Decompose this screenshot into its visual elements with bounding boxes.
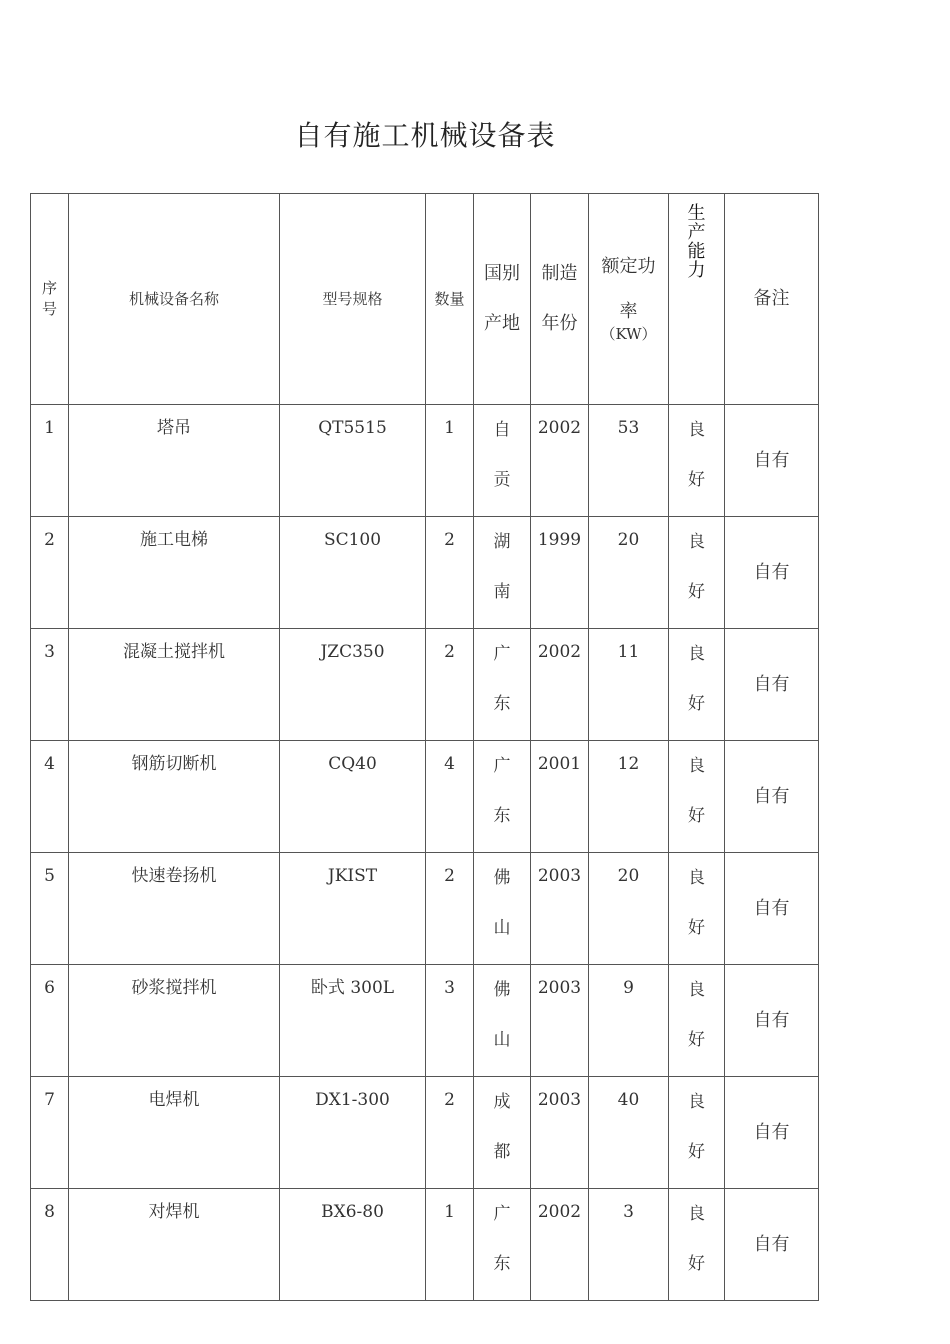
table-header-row	[31, 194, 819, 405]
table-row	[31, 405, 819, 517]
cell-seq: 6	[31, 965, 69, 1077]
cell-model: CQ40	[280, 741, 426, 853]
cell-name: 钢筋切断机	[69, 741, 280, 853]
cell-seq: 5	[31, 853, 69, 965]
cell-origin: 湖南	[474, 517, 531, 629]
cell-note: 自有	[725, 1189, 819, 1301]
cell-power: 11	[589, 629, 669, 741]
cell-seq: 7	[31, 1077, 69, 1189]
cell-seq: 1	[31, 405, 69, 517]
header-year: 制造年份	[531, 194, 589, 405]
cell-seq: 3	[31, 629, 69, 741]
header-capacity: 生产能力	[669, 194, 725, 405]
cell-power: 3	[589, 1189, 669, 1301]
cell-note: 自有	[725, 405, 819, 517]
cell-model: QT5515	[280, 405, 426, 517]
cell-origin: 广东	[474, 629, 531, 741]
header-model: 型号规格	[280, 194, 426, 405]
cell-capacity: 良好	[669, 741, 725, 853]
cell-capacity: 良好	[669, 1189, 725, 1301]
cell-name: 混凝土搅拌机	[69, 629, 280, 741]
cell-capacity: 良好	[669, 965, 725, 1077]
header-name: 机械设备名称	[69, 194, 280, 405]
cell-note: 自有	[725, 965, 819, 1077]
cell-power: 12	[589, 741, 669, 853]
cell-origin: 自贡	[474, 405, 531, 517]
cell-model: DX1-300	[280, 1077, 426, 1189]
cell-name: 塔吊	[69, 405, 280, 517]
cell-qty: 2	[426, 853, 474, 965]
cell-year: 2002	[531, 1189, 589, 1301]
cell-power: 20	[589, 853, 669, 965]
table-row	[31, 517, 819, 629]
cell-model: SC100	[280, 517, 426, 629]
cell-note: 自有	[725, 1077, 819, 1189]
table-row	[31, 629, 819, 741]
table-row	[31, 1077, 819, 1189]
cell-model: JZC350	[280, 629, 426, 741]
cell-year: 2003	[531, 965, 589, 1077]
cell-seq: 4	[31, 741, 69, 853]
cell-qty: 2	[426, 629, 474, 741]
header-seq: 序号	[31, 194, 69, 405]
cell-capacity: 良好	[669, 405, 725, 517]
cell-year: 2002	[531, 629, 589, 741]
cell-name: 砂浆搅拌机	[69, 965, 280, 1077]
header-qty: 数量	[426, 194, 474, 405]
equipment-table	[30, 193, 819, 1301]
cell-origin: 广东	[474, 1189, 531, 1301]
cell-power: 40	[589, 1077, 669, 1189]
header-note: 备注	[725, 194, 819, 405]
cell-name: 电焊机	[69, 1077, 280, 1189]
cell-origin: 成都	[474, 1077, 531, 1189]
cell-year: 2001	[531, 741, 589, 853]
cell-note: 自有	[725, 517, 819, 629]
cell-qty: 3	[426, 965, 474, 1077]
page-title: 自有施工机械设备表	[294, 119, 556, 152]
cell-power: 53	[589, 405, 669, 517]
cell-origin: 佛山	[474, 853, 531, 965]
cell-year: 2003	[531, 1077, 589, 1189]
cell-capacity: 良好	[669, 853, 725, 965]
cell-note: 自有	[725, 853, 819, 965]
cell-qty: 1	[426, 1189, 474, 1301]
cell-model: JKIST	[280, 853, 426, 965]
cell-capacity: 良好	[669, 517, 725, 629]
cell-year: 2003	[531, 853, 589, 965]
cell-year: 2002	[531, 405, 589, 517]
cell-capacity: 良好	[669, 1077, 725, 1189]
cell-model: BX6-80	[280, 1189, 426, 1301]
cell-qty: 2	[426, 1077, 474, 1189]
table-row	[31, 965, 819, 1077]
cell-note: 自有	[725, 629, 819, 741]
cell-name: 快速卷扬机	[69, 853, 280, 965]
cell-seq: 8	[31, 1189, 69, 1301]
cell-origin: 佛山	[474, 965, 531, 1077]
header-origin: 国别产地	[474, 194, 531, 405]
cell-seq: 2	[31, 517, 69, 629]
header-power: 额定功 率 （KW）	[589, 194, 669, 405]
cell-capacity: 良好	[669, 629, 725, 741]
cell-name: 施工电梯	[69, 517, 280, 629]
cell-name: 对焊机	[69, 1189, 280, 1301]
cell-power: 20	[589, 517, 669, 629]
table-row	[31, 741, 819, 853]
cell-qty: 1	[426, 405, 474, 517]
cell-model: 卧式 300L	[280, 965, 426, 1077]
cell-origin: 广东	[474, 741, 531, 853]
cell-note: 自有	[725, 741, 819, 853]
cell-qty: 2	[426, 517, 474, 629]
cell-qty: 4	[426, 741, 474, 853]
cell-power: 9	[589, 965, 669, 1077]
cell-year: 1999	[531, 517, 589, 629]
table-row	[31, 853, 819, 965]
table-row	[31, 1189, 819, 1301]
